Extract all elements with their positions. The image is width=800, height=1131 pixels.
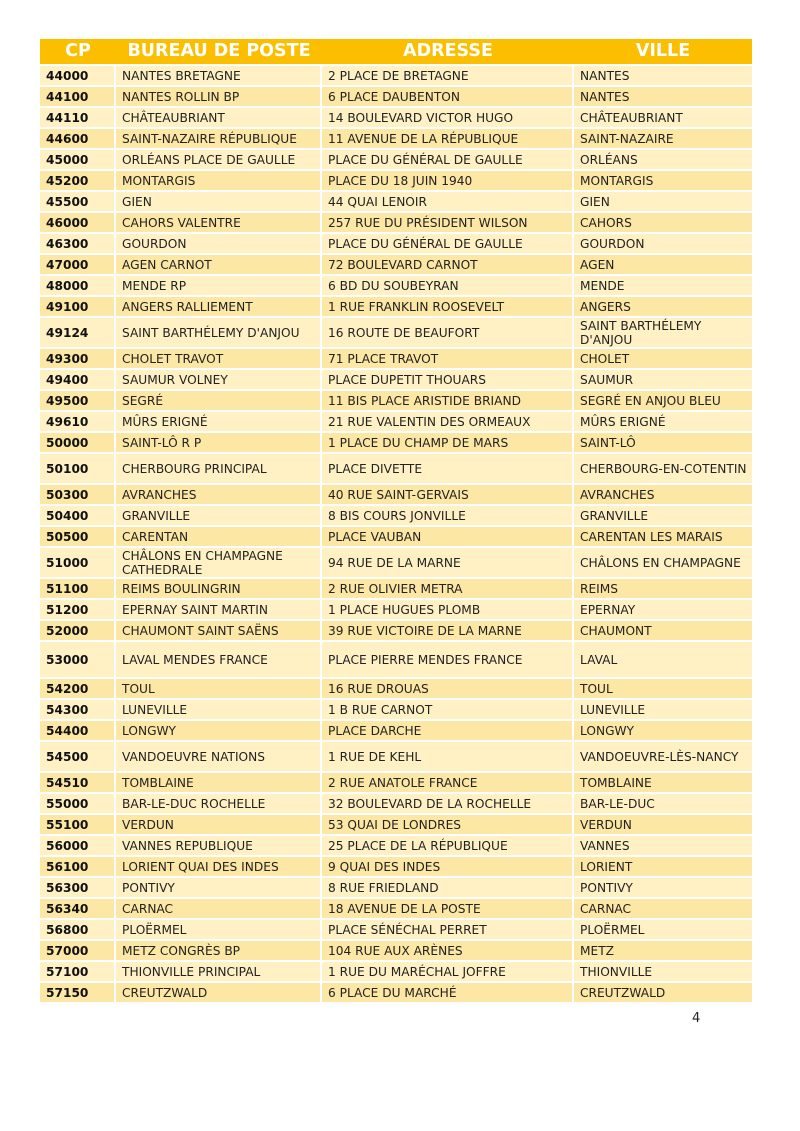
table-row [40,213,752,234]
cell-adresse: 9 QUAI DES INDES [322,857,574,878]
cell-cp: 47000 [40,255,116,276]
cell-bureau: ANGERS RALLIEMENT [116,297,322,318]
cell-adresse: 104 RUE AUX ARÈNES [322,941,574,962]
cell-cp: 45500 [40,192,116,213]
table-row [40,642,752,679]
cell-adresse: 11 BIS PLACE ARISTIDE BRIAND [322,391,574,412]
cell-ville: ORLÉANS [574,150,752,171]
cell-adresse: 40 RUE SAINT-GERVAIS [322,485,574,506]
cell-adresse: 257 RUE DU PRÉSIDENT WILSON [322,213,574,234]
cell-ville: CHÂTEAUBRIANT [574,108,752,129]
cell-ville: GRANVILLE [574,506,752,527]
table-row [40,297,752,318]
cell-adresse: PLACE DARCHE [322,721,574,742]
cell-bureau: MÛRS ERIGNÉ [116,412,322,433]
cell-cp: 49300 [40,349,116,370]
cell-ville: TOMBLAINE [574,773,752,794]
cell-adresse: PLACE SÉNÉCHAL PERRET [322,920,574,941]
cell-bureau: BAR-LE-DUC ROCHELLE [116,794,322,815]
cell-ville: CHOLET [574,349,752,370]
cell-ville: CHERBOURG-EN-COTENTIN [574,454,752,485]
cell-adresse: PLACE DUPETIT THOUARS [322,370,574,391]
cell-ville: SAINT-LÔ [574,433,752,454]
cell-bureau: CARNAC [116,899,322,920]
cell-ville: EPERNAY [574,600,752,621]
cell-adresse: 71 PLACE TRAVOT [322,349,574,370]
cell-bureau: LUNEVILLE [116,700,322,721]
table-row [40,962,752,983]
table-row [40,370,752,391]
table-row [40,983,752,1004]
cell-ville: VANNES [574,836,752,857]
cell-adresse: 2 PLACE DE BRETAGNE [322,66,574,87]
table-row [40,87,752,108]
cell-adresse: 8 RUE FRIEDLAND [322,878,574,899]
table-row [40,679,752,700]
cell-bureau: LORIENT QUAI DES INDES [116,857,322,878]
table-row [40,548,752,579]
cell-ville: CHAUMONT [574,621,752,642]
cell-bureau: SAINT-NAZAIRE RÉPUBLIQUE [116,129,322,150]
cell-cp: 56000 [40,836,116,857]
cell-ville: CARENTAN LES MARAIS [574,527,752,548]
cell-ville: AGEN [574,255,752,276]
table-row [40,836,752,857]
cell-adresse: 2 RUE ANATOLE FRANCE [322,773,574,794]
cell-adresse: 39 RUE VICTOIRE DE LA MARNE [322,621,574,642]
cell-cp: 51000 [40,548,116,579]
cell-ville: LORIENT [574,857,752,878]
cell-bureau: SAINT BARTHÉLEMY D'ANJOU [116,318,322,349]
table-row [40,433,752,454]
cell-ville: GOURDON [574,234,752,255]
table-row [40,234,752,255]
cell-cp: 57100 [40,962,116,983]
cell-ville: CAHORS [574,213,752,234]
table-row [40,773,752,794]
cell-adresse: 1 B RUE CARNOT [322,700,574,721]
table-row [40,318,752,349]
table-row [40,857,752,878]
cell-ville: SEGRÉ EN ANJOU BLEU [574,391,752,412]
cell-bureau: LONGWY [116,721,322,742]
cell-bureau: VERDUN [116,815,322,836]
cell-bureau: METZ CONGRÈS BP [116,941,322,962]
header-cp: CP [40,39,116,66]
cell-bureau: CHÂLONS EN CHAMPAGNE CATHEDRALE [116,548,322,579]
cell-cp: 57000 [40,941,116,962]
cell-bureau: ORLÉANS PLACE DE GAULLE [116,150,322,171]
cell-adresse: PLACE DIVETTE [322,454,574,485]
cell-cp: 54200 [40,679,116,700]
table-row [40,108,752,129]
cell-bureau: SEGRÉ [116,391,322,412]
cell-bureau: VANNES REPUBLIQUE [116,836,322,857]
header-bureau: BUREAU DE POSTE [116,39,322,66]
cell-adresse: 14 BOULEVARD VICTOR HUGO [322,108,574,129]
table-row [40,899,752,920]
cell-bureau: GIEN [116,192,322,213]
cell-bureau: AGEN CARNOT [116,255,322,276]
cell-ville: LUNEVILLE [574,700,752,721]
cell-cp: 44600 [40,129,116,150]
cell-cp: 53000 [40,642,116,679]
table-row [40,171,752,192]
table-row [40,815,752,836]
cell-bureau: SAUMUR VOLNEY [116,370,322,391]
table-row [40,941,752,962]
cell-ville: PONTIVY [574,878,752,899]
table-row [40,66,752,87]
cell-adresse: 2 RUE OLIVIER METRA [322,579,574,600]
table-row [40,721,752,742]
cell-bureau: EPERNAY SAINT MARTIN [116,600,322,621]
cell-adresse: 8 BIS COURS JONVILLE [322,506,574,527]
cell-adresse: 1 RUE DE KEHL [322,742,574,773]
table-row [40,621,752,642]
cell-cp: 57150 [40,983,116,1004]
cell-adresse: 25 PLACE DE LA RÉPUBLIQUE [322,836,574,857]
cell-ville: NANTES [574,87,752,108]
cell-adresse: 16 ROUTE DE BEAUFORT [322,318,574,349]
table-row [40,349,752,370]
cell-cp: 54510 [40,773,116,794]
page-number: 4 [692,1011,701,1026]
cell-ville: VERDUN [574,815,752,836]
cell-adresse: PLACE DU 18 JUIN 1940 [322,171,574,192]
cell-ville: BAR-LE-DUC [574,794,752,815]
table-row [40,150,752,171]
table-row [40,412,752,433]
cell-adresse: 32 BOULEVARD DE LA ROCHELLE [322,794,574,815]
cell-cp: 54300 [40,700,116,721]
cell-cp: 50500 [40,527,116,548]
table-row [40,579,752,600]
table-row [40,192,752,213]
cell-ville: MENDE [574,276,752,297]
cell-cp: 52000 [40,621,116,642]
cell-ville: CREUTZWALD [574,983,752,1004]
cell-bureau: NANTES BRETAGNE [116,66,322,87]
cell-adresse: PLACE DU GÉNÉRAL DE GAULLE [322,150,574,171]
cell-adresse: 1 PLACE HUGUES PLOMB [322,600,574,621]
cell-adresse: 6 PLACE DAUBENTON [322,87,574,108]
cell-bureau: GOURDON [116,234,322,255]
post-office-table [40,39,752,1004]
cell-ville: THIONVILLE [574,962,752,983]
cell-ville: MONTARGIS [574,171,752,192]
cell-cp: 51100 [40,579,116,600]
cell-adresse: 6 PLACE DU MARCHÉ [322,983,574,1004]
table-header-row [40,39,752,66]
cell-cp: 44100 [40,87,116,108]
header-adresse: ADRESSE [322,39,574,66]
cell-adresse: 21 RUE VALENTIN DES ORMEAUX [322,412,574,433]
cell-ville: GIEN [574,192,752,213]
cell-ville: ANGERS [574,297,752,318]
table-row [40,700,752,721]
cell-cp: 54500 [40,742,116,773]
cell-bureau: CHÂTEAUBRIANT [116,108,322,129]
cell-adresse: 94 RUE DE LA MARNE [322,548,574,579]
cell-cp: 49610 [40,412,116,433]
cell-cp: 50100 [40,454,116,485]
table-row [40,794,752,815]
cell-cp: 56300 [40,878,116,899]
cell-ville: LAVAL [574,642,752,679]
cell-bureau: NANTES ROLLIN BP [116,87,322,108]
cell-ville: VANDOEUVRE-LÈS-NANCY [574,742,752,773]
cell-adresse: 16 RUE DROUAS [322,679,574,700]
cell-cp: 55100 [40,815,116,836]
cell-cp: 46300 [40,234,116,255]
cell-cp: 49400 [40,370,116,391]
table-row [40,276,752,297]
cell-cp: 54400 [40,721,116,742]
cell-cp: 50400 [40,506,116,527]
cell-bureau: GRANVILLE [116,506,322,527]
cell-cp: 45000 [40,150,116,171]
cell-adresse: 18 AVENUE DE LA POSTE [322,899,574,920]
cell-adresse: 44 QUAI LENOIR [322,192,574,213]
cell-bureau: THIONVILLE PRINCIPAL [116,962,322,983]
cell-ville: SAINT-NAZAIRE [574,129,752,150]
cell-cp: 46000 [40,213,116,234]
cell-ville: LONGWY [574,721,752,742]
table-row [40,129,752,150]
cell-adresse: PLACE DU GÉNÉRAL DE GAULLE [322,234,574,255]
cell-cp: 55000 [40,794,116,815]
cell-cp: 50300 [40,485,116,506]
cell-ville: CHÂLONS EN CHAMPAGNE [574,548,752,579]
cell-ville: MÛRS ERIGNÉ [574,412,752,433]
table-row [40,527,752,548]
cell-bureau: MONTARGIS [116,171,322,192]
cell-adresse: PLACE VAUBAN [322,527,574,548]
cell-adresse: 1 RUE FRANKLIN ROOSEVELT [322,297,574,318]
cell-bureau: SAINT-LÔ R P [116,433,322,454]
cell-ville: PLOËRMEL [574,920,752,941]
table-row [40,920,752,941]
cell-cp: 44000 [40,66,116,87]
cell-bureau: VANDOEUVRE NATIONS [116,742,322,773]
table-row [40,742,752,773]
cell-adresse: 1 RUE DU MARÉCHAL JOFFRE [322,962,574,983]
cell-bureau: CARENTAN [116,527,322,548]
cell-bureau: AVRANCHES [116,485,322,506]
cell-bureau: MENDE RP [116,276,322,297]
cell-bureau: CAHORS VALENTRE [116,213,322,234]
cell-ville: SAUMUR [574,370,752,391]
table-row [40,454,752,485]
cell-ville: NANTES [574,66,752,87]
cell-adresse: 6 BD DU SOUBEYRAN [322,276,574,297]
cell-bureau: CHAUMONT SAINT SAËNS [116,621,322,642]
cell-cp: 56100 [40,857,116,878]
cell-adresse: 1 PLACE DU CHAMP DE MARS [322,433,574,454]
table-row [40,600,752,621]
cell-cp: 48000 [40,276,116,297]
cell-cp: 49500 [40,391,116,412]
cell-ville: AVRANCHES [574,485,752,506]
cell-bureau: TOMBLAINE [116,773,322,794]
cell-bureau: REIMS BOULINGRIN [116,579,322,600]
cell-cp: 51200 [40,600,116,621]
cell-bureau: LAVAL MENDES FRANCE [116,642,322,679]
cell-adresse: 72 BOULEVARD CARNOT [322,255,574,276]
table-row [40,485,752,506]
cell-bureau: CREUTZWALD [116,983,322,1004]
cell-adresse: 53 QUAI DE LONDRES [322,815,574,836]
cell-cp: 50000 [40,433,116,454]
cell-ville: TOUL [574,679,752,700]
cell-bureau: PLOËRMEL [116,920,322,941]
cell-bureau: CHOLET TRAVOT [116,349,322,370]
cell-ville: CARNAC [574,899,752,920]
cell-bureau: CHERBOURG PRINCIPAL [116,454,322,485]
table-row [40,878,752,899]
cell-cp: 44110 [40,108,116,129]
cell-bureau: TOUL [116,679,322,700]
cell-adresse: 11 AVENUE DE LA RÉPUBLIQUE [322,129,574,150]
cell-cp: 56340 [40,899,116,920]
table-row [40,391,752,412]
cell-cp: 45200 [40,171,116,192]
table-row [40,255,752,276]
cell-cp: 49100 [40,297,116,318]
cell-ville: REIMS [574,579,752,600]
cell-cp: 56800 [40,920,116,941]
header-ville: VILLE [574,39,752,66]
cell-adresse: PLACE PIERRE MENDES FRANCE [322,642,574,679]
cell-ville: SAINT BARTHÉLEMY D'ANJOU [574,318,752,349]
cell-cp: 49124 [40,318,116,349]
cell-bureau: PONTIVY [116,878,322,899]
cell-ville: METZ [574,941,752,962]
table-row [40,506,752,527]
